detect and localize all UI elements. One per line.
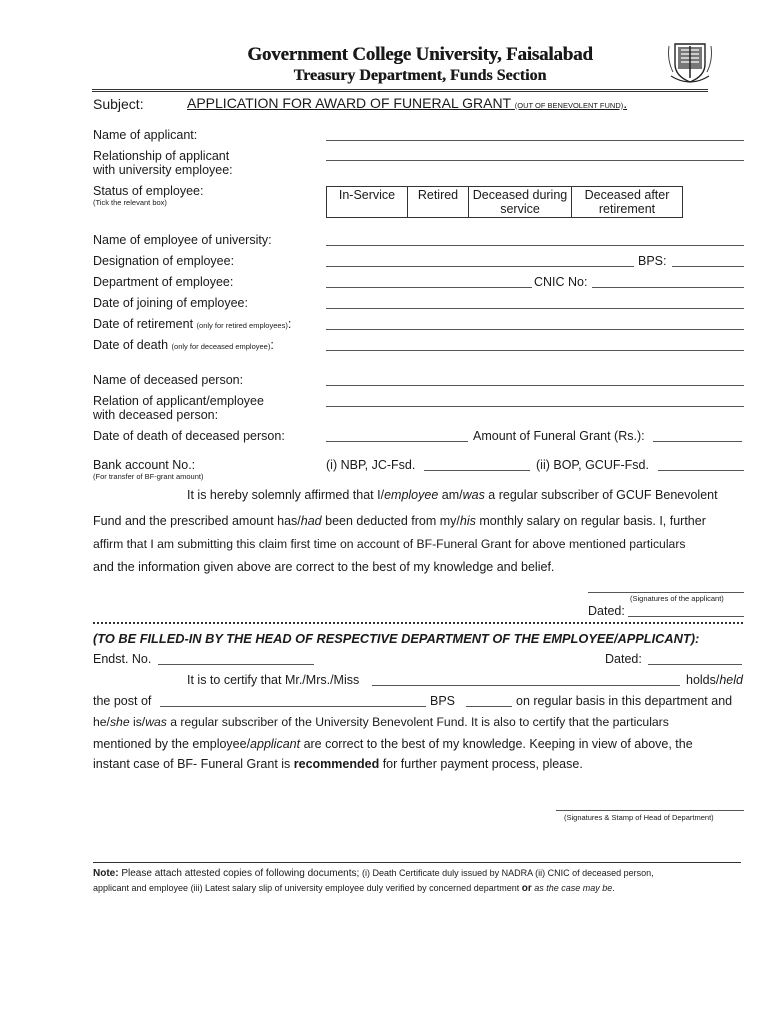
status-option-deceased-retirement[interactable]: Deceased after retirement [571,187,682,217]
status-option-retired[interactable]: Retired [407,187,468,217]
bps-field[interactable] [672,266,744,267]
date-joining-label: Date of joining of employee: [93,296,248,310]
bank-option-bop: (ii) BOP, GCUF-Fsd. [536,458,649,472]
relationship-field[interactable] [326,160,744,161]
section-separator [93,622,743,624]
relation-label-1: Relation of applicant/employee [93,394,264,408]
head-signature-line[interactable] [556,810,744,811]
relation-field[interactable] [326,406,744,407]
note-block: Note: Please attach attested copies of following documents; (i) Death Certificate duly issued by NADRA (ii) CNIC of deceased person, applicant and employee (iii) Latest salary slip of university employee duly verified by concerned department or as the case may be. [93,868,654,894]
name-applicant-label: Name of applicant: [93,128,198,142]
date-death-deceased-field[interactable] [326,441,468,442]
subject-title: APPLICATION FOR AWARD OF FUNERAL GRANT (OUT OF BENEVOLENT FUND). [187,95,628,111]
name-employee-field[interactable] [326,245,744,246]
department-title: Treasury Department, Funds Section [293,67,547,84]
relation-label-2: with deceased person: [93,408,219,422]
certify-line-2-end: on regular basis in this department and [516,694,733,708]
certify-line-1: It is to certify that Mr./Mrs./Miss [187,673,360,687]
applicant-dated-label: Dated: [588,604,625,618]
date-death-field[interactable] [326,350,744,351]
certify-bps-label: BPS [430,694,456,708]
certify-name-field[interactable] [372,685,680,686]
department-label: Department of employee: [93,275,234,289]
certify-post-label: the post of [93,694,152,708]
designation-field[interactable] [326,266,634,267]
status-option-in-service[interactable]: In-Service [338,188,396,202]
endst-label: Endst. No. [93,652,152,666]
date-retirement-label: Date of retirement (only for retired employees): [93,317,292,331]
head-dated-field[interactable] [648,664,742,665]
endst-field[interactable] [158,664,314,665]
bank-label: Bank account No.: [93,458,196,472]
status-hint: (Tick the relevant box) [93,198,167,207]
bank-option-nbp: (i) NBP, JC-Fsd. [326,458,416,472]
status-label: Status of employee: [93,184,204,198]
name-deceased-field[interactable] [326,385,744,386]
certify-post-field[interactable] [160,706,426,707]
head-section-heading: (TO BE FILLED-IN BY THE HEAD OF RESPECTIVE DEPARTMENT OF THE EMPLOYEE/APPLICANT): [93,631,700,646]
bank-nbp-field[interactable] [424,470,530,471]
designation-label: Designation of employee: [93,254,235,268]
date-death-deceased-label: Date of death of deceased person: [93,429,285,443]
applicant-signature-line[interactable] [588,592,744,593]
date-joining-field[interactable] [326,308,744,309]
certify-line-5: instant case of BF- Funeral Grant is recommended for further payment process, please. [93,757,583,771]
bps-label: BPS: [638,254,667,268]
date-death-label: Date of death (only for deceased employee): [93,338,274,352]
name-employee-label: Name of employee of university: [93,233,272,247]
university-title: Government College University, Faisalabad [247,44,593,65]
bank-hint: (For transfer of BF-grant amount) [93,472,204,481]
header-rule [92,89,708,90]
cnic-label: CNIC No: [534,275,588,289]
university-crest-logo [665,38,715,86]
amount-field[interactable] [653,441,742,442]
relationship-label-1: Relationship of applicant [93,149,230,163]
name-applicant-field[interactable] [326,140,744,141]
department-field[interactable] [326,287,532,288]
applicant-dated-field[interactable] [628,616,744,617]
certify-holds: holds/held [686,673,743,687]
applicant-signature-caption: (Signatures of the applicant) [630,594,724,603]
status-options-box [326,186,683,218]
certify-line-4: mentioned by the employee/applicant are correct to the best of my knowledge. Keeping in view of above, the [93,737,693,751]
status-option-deceased-service[interactable]: Deceased during service [468,187,571,217]
amount-label: Amount of Funeral Grant (Rs.): [473,429,645,443]
affirmation-line-3: affirm that I am submitting this claim first time on account of BF-Funeral Grant for above mentioned particulars [93,537,686,551]
certify-bps-field[interactable] [466,706,512,707]
relationship-label-2: with university employee: [93,163,233,177]
certify-line-3: he/she is/was a regular subscriber of the University Benevolent Fund. It is also to certify that the particulars [93,715,669,729]
name-deceased-label: Name of deceased person: [93,373,244,387]
affirmation-line-2: Fund and the prescribed amount has/had been deducted from my/his monthly salary on regular basis. I, further [93,514,706,528]
head-dated-label: Dated: [605,652,642,666]
note-rule [93,862,741,863]
cnic-field[interactable] [592,287,744,288]
header-rule-2 [92,91,708,92]
affirmation-line-1: It is hereby solemnly affirmed that I/employee am/was a regular subscriber of GCUF Benevolent [187,488,718,502]
subject-label: Subject: [93,96,144,112]
head-signature-caption: (Signatures & Stamp of Head of Department) [564,813,714,822]
affirmation-line-4: and the information given above are correct to the best of my knowledge and belief. [93,560,555,574]
bank-bop-field[interactable] [658,470,744,471]
date-retirement-field[interactable] [326,329,744,330]
